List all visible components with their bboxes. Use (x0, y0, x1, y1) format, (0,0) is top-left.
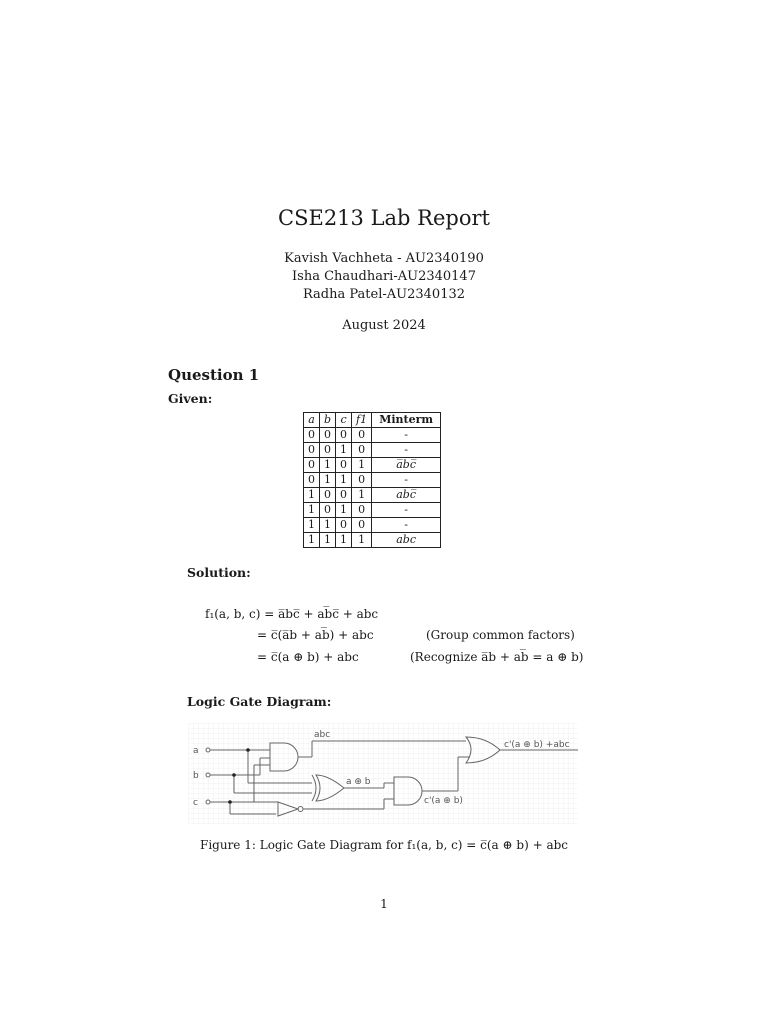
author-2: Isha Chaudhari-AU2340147 (292, 269, 476, 284)
col-header-f1-text: f1 (356, 413, 368, 426)
table-cell: 1 (320, 473, 336, 488)
diagram-label: Logic Gate Diagram: (187, 694, 332, 709)
figure-caption: Figure 1: Logic Gate Diagram for f₁(a, b, c) = c̅(a ⊕ b) + abc (200, 838, 568, 852)
given-label: Given: (168, 391, 213, 406)
table-row (304, 443, 441, 458)
table-cell: 1 (304, 533, 320, 548)
input-c-label: c (193, 798, 198, 808)
table-cell: 0 (352, 518, 372, 533)
and1-output-label: abc (314, 730, 331, 740)
or-output-label: c'(a ⊕ b) +abc (504, 740, 570, 750)
table-cell: 1 (336, 503, 352, 518)
equation-line-1: f₁(a, b, c) = a̅bc̅ + ab̅c̅ + abc (205, 607, 379, 621)
input-a-label: a (193, 746, 199, 756)
table-cell: 0 (304, 428, 320, 443)
table-cell: 1 (352, 533, 372, 548)
author-3: Radha Patel-AU2340132 (302, 287, 466, 302)
truth-table (303, 412, 441, 548)
table-cell: 1 (320, 533, 336, 548)
table-cell: 0 (320, 428, 336, 443)
solution-label: Solution: (187, 565, 251, 580)
minterm-cell: - (372, 443, 441, 458)
equation-line-2: = c̅(a̅b + ab̅) + abc (257, 628, 374, 642)
col-header-a: a (304, 413, 320, 428)
table-row (304, 458, 441, 473)
minterm-cell: a̅bc̅ (372, 458, 441, 473)
table-cell: 0 (336, 518, 352, 533)
equation-note-1: (Group common factors) (426, 628, 575, 642)
table-cell: 0 (304, 443, 320, 458)
page-title: CSE213 Lab Report (278, 206, 490, 230)
table-cell: 0 (320, 488, 336, 503)
table-cell: 0 (320, 443, 336, 458)
col-header-c: c (336, 413, 352, 428)
table-cell: 1 (336, 473, 352, 488)
minterm-cell: - (372, 503, 441, 518)
table-cell: 0 (352, 473, 372, 488)
minterm-cell: - (372, 473, 441, 488)
table-cell: 0 (336, 458, 352, 473)
minterm-cell: - (372, 428, 441, 443)
xor-output-label: a ⊕ b (346, 777, 371, 787)
table-cell: 0 (304, 458, 320, 473)
equation-line-3: = c̅(a ⊕ b) + abc (257, 650, 359, 664)
table-cell: 0 (336, 488, 352, 503)
table-cell: 0 (304, 473, 320, 488)
table-cell: 0 (336, 428, 352, 443)
table-cell: 0 (320, 503, 336, 518)
table-row (304, 503, 441, 518)
table-row (304, 533, 441, 548)
table-cell: 0 (352, 503, 372, 518)
table-cell: 1 (320, 518, 336, 533)
table-cell: 1 (336, 533, 352, 548)
and2-output-label: c'(a ⊕ b) (424, 796, 463, 806)
input-b-label: b (193, 771, 199, 781)
table-cell: 1 (304, 518, 320, 533)
grid-background (188, 723, 578, 825)
question-heading: Question 1 (168, 366, 260, 384)
table-cell: 1 (320, 458, 336, 473)
table-cell: 1 (304, 503, 320, 518)
table-cell: 1 (336, 443, 352, 458)
col-header-b: b (320, 413, 336, 428)
table-cell: 1 (352, 458, 372, 473)
minterm-cell: - (372, 518, 441, 533)
table-row (304, 428, 441, 443)
table-row (304, 488, 441, 503)
table-cell: 1 (352, 488, 372, 503)
page-number: 1 (380, 897, 388, 911)
table-row (304, 473, 441, 488)
truth-table-header (304, 413, 441, 428)
table-cell: 0 (352, 428, 372, 443)
report-date: August 2024 (342, 318, 426, 333)
table-row (304, 518, 441, 533)
col-header-minterm: Minterm (372, 413, 441, 428)
logic-gate-diagram (188, 723, 578, 825)
table-cell: 1 (304, 488, 320, 503)
minterm-cell: abc (372, 533, 441, 548)
table-cell: 0 (352, 443, 372, 458)
equation-note-2: (Recognize a̅b + ab̅ = a ⊕ b) (410, 650, 584, 664)
col-header-f1 (352, 413, 372, 428)
minterm-cell: ab̅c̅ (372, 488, 441, 503)
author-1: Kavish Vachheta - AU2340190 (284, 251, 484, 266)
